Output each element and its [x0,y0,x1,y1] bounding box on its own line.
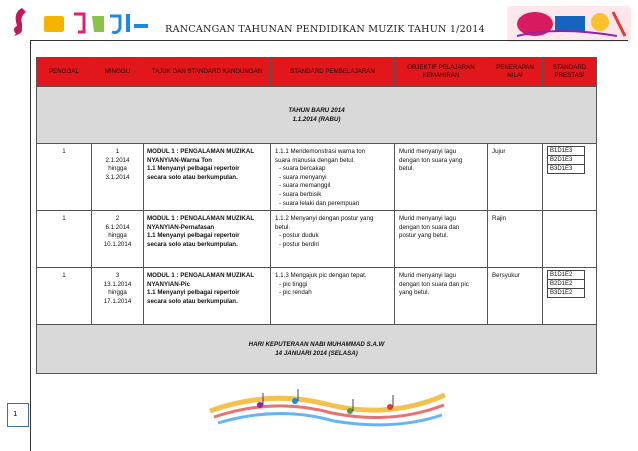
objective-cell: Murid menyanyi lagu dengan ton suara dan postur yang betul. [395,211,488,268]
achievement-code: B3D1E3 [547,164,585,174]
music-logo-left [6,4,156,40]
page-number-box [7,403,29,427]
music-logo-right [505,4,633,44]
week-cell: 1 2.1.2014 hingga 3.1.2014 [92,144,144,211]
value-cell: Rajin [488,211,543,268]
holiday-band-new-year [37,87,597,144]
table-row [37,144,597,211]
topic-cell: MODUL 1 : PENGALAMAN MUZIKAL NYANYIAN-Pernafasan 1.1 Menyanyi pelbagai repertoir secara solo atau berkumpulan. [144,211,271,268]
learning-standard-cell: 1.1.3 Mengajuk pic dengan tepat. - pic tinggi - pic rendah [271,268,395,325]
band-line: 14 JANUARI 2014 (SELASA) [275,350,358,357]
music-notes-graphic [200,381,450,439]
page-number: 1 [13,410,18,418]
table-row [37,268,597,325]
achievement-code: B2D1E3 [547,155,585,165]
achievement-code: B1D1E2 [547,270,585,280]
achievement-cell [543,211,597,268]
holiday-band-prophet-birthday [37,325,597,374]
table-row [37,211,597,268]
band-line: TAHUN BARU 2014 [288,107,345,114]
band-line: HARI KEPUTERAAN NABI MUHAMMAD S.A.W [248,341,385,348]
column-header: PENERAPAN NILAI [488,58,543,87]
value-cell: Jujur [488,144,543,211]
achievement-code: B2D1E2 [547,279,585,289]
term-cell: 1 [37,268,92,325]
margin-rule [30,40,31,451]
week-cell: 2 6.1.2014 hingga 10.1.2014 [92,211,144,268]
achievement-cell [543,268,597,325]
table-header-row [37,58,597,87]
value-cell: Bersyukur [488,268,543,325]
term-cell: 1 [37,211,92,268]
achievement-cell [543,144,597,211]
yearly-plan-table [36,57,597,374]
band-line: 1.1.2014 (RABU) [292,116,341,123]
learning-standard-cell: 1.1.1 Mendemonstrasi warna ton suara manusia dengan betul. - suara bercakap - suara menyanyi - suara memanggil - suara berbisik - suara lelaki dan perempuan [271,144,395,211]
document-title: RANCANGAN TAHUNAN PENDIDIKAN MUZIK TAHUN 1/2014 [165,24,485,35]
term-cell: 1 [37,144,92,211]
title-rule [30,40,628,41]
topic-cell: MODUL 1 : PENGALAMAN MUZIKAL NYANYIAN-Pic 1.1 Menyanyi pelbagai repertoir secara solo atau berkumpulan. [144,268,271,325]
topic-cell: MODUL 1 : PENGALAMAN MUZIKAL NYANYIAN-Warna Ton 1.1 Menyanyi pelbagai repertoir secara solo atau berkumpulan. [144,144,271,211]
objective-cell: Murid menyanyi lagu dengan ton suara dan pic yang betul. [395,268,488,325]
column-header: MINGGU [92,58,144,87]
achievement-code: B1D1E3 [547,146,585,156]
week-cell: 3 13.1.2014 hingga 17.1.2014 [92,268,144,325]
column-header: STANDARD PRESTASI [543,58,597,87]
objective-cell: Murid menyanyi lagu dengan ton suara yang betul. [395,144,488,211]
learning-standard-cell: 1.1.2 Menyanyi dengan postur yang betul. - postur duduk - postur berdiri [271,211,395,268]
achievement-code: B3D1E2 [547,288,585,298]
column-header: STANDARD PEMBELAJARAN [271,58,395,87]
column-header: PENGGAL [37,58,92,87]
column-header: TAJUK DAN STANDARD KANDUNGAN [144,58,271,87]
column-header: OBJEKTIF PELAJARAN KEMAHIRAN [395,58,488,87]
